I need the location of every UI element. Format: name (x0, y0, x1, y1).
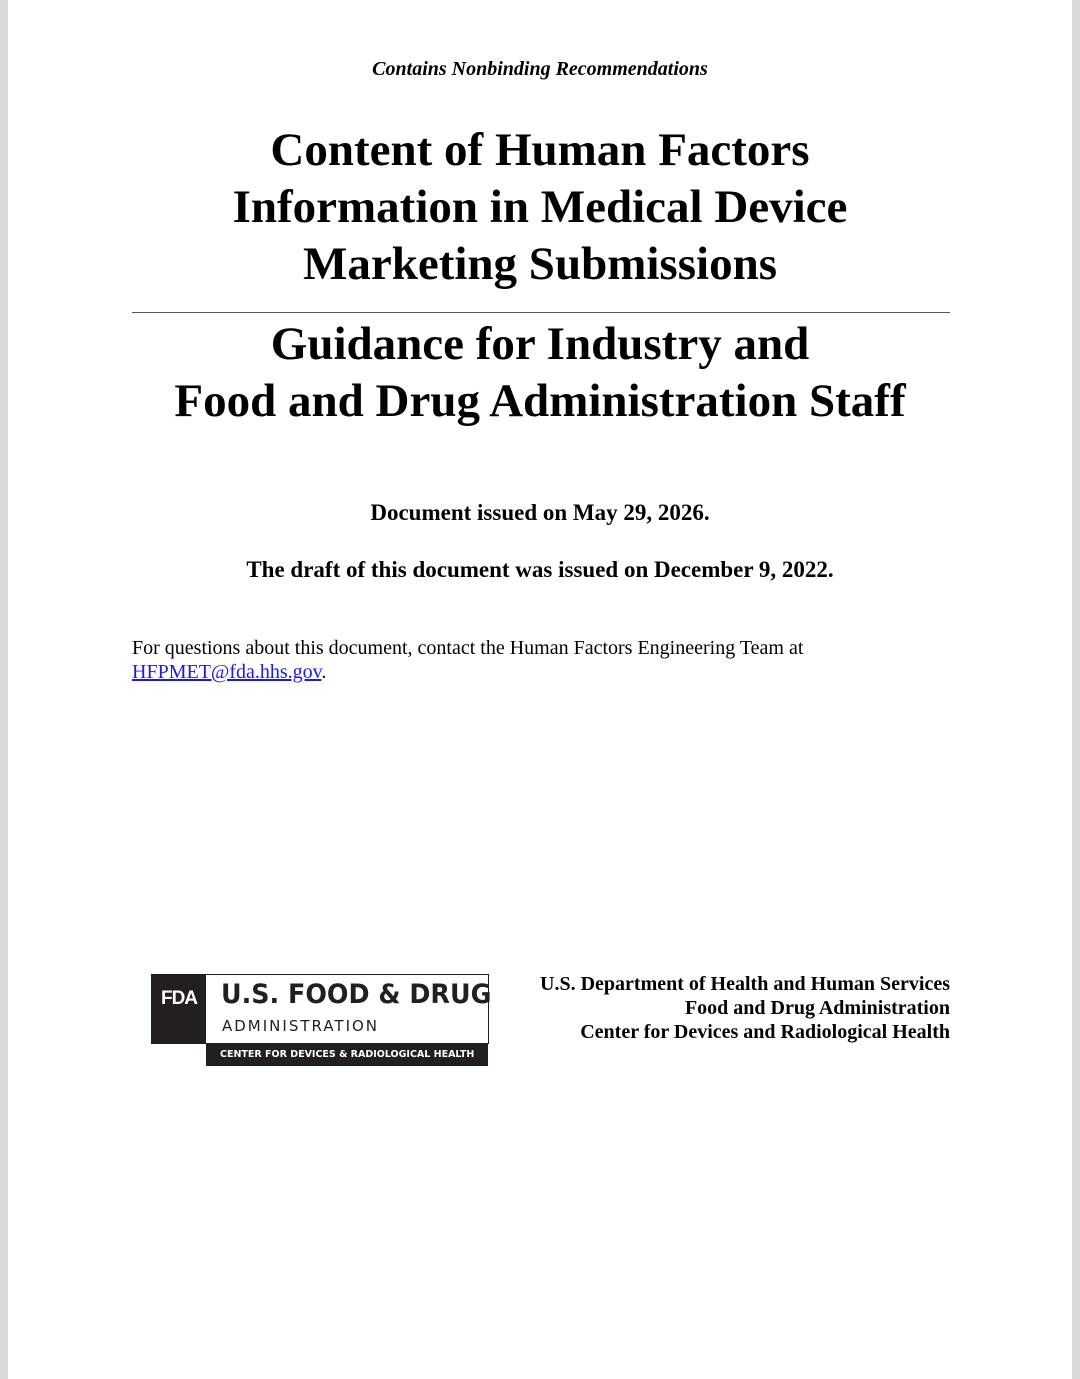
logo-frame (151, 974, 492, 1044)
agency-line: Food and Drug Administration (684, 997, 950, 1019)
title-line: Marketing Submissions (302, 238, 778, 290)
fda-mark: FDA (152, 975, 206, 1043)
document-title (8, 122, 1072, 293)
issued-date: Document issued on May 29, 2026. (370, 500, 710, 525)
subtitle-line: Food and Drug Administration Staff (174, 375, 906, 427)
contact-suffix: . (321, 661, 327, 683)
contact-info (132, 636, 952, 684)
agency-line: Center for Devices and Radiological Health (580, 1021, 950, 1043)
title-line: Content of Human Factors (270, 124, 810, 176)
nonbinding-note: Contains Nonbinding Recommendations (372, 58, 708, 80)
document-page (8, 0, 1072, 1379)
title-line: Information in Medical Device (232, 181, 848, 233)
agency-line: U.S. Department of Health and Human Services (540, 973, 950, 995)
subtitle-line: Guidance for Industry and (270, 318, 810, 370)
title-divider (132, 312, 950, 313)
logo-sub-text: ADMINISTRATION (222, 1017, 380, 1035)
logo-center-strip: CENTER FOR DEVICES & RADIOLOGICAL HEALTH (206, 1043, 488, 1066)
fda-logo (151, 974, 492, 1066)
agency-block (488, 972, 950, 1044)
contact-text: For questions about this document, contact the Human Factors Engineering Team at (132, 637, 804, 659)
contact-email-link[interactable]: HFPMET@fda.hhs.gov (132, 661, 322, 683)
draft-date: The draft of this document was issued on December 9, 2022. (246, 557, 834, 582)
document-subtitle (8, 316, 1072, 430)
logo-main-text: U.S. FOOD & DRUG (221, 979, 492, 1010)
